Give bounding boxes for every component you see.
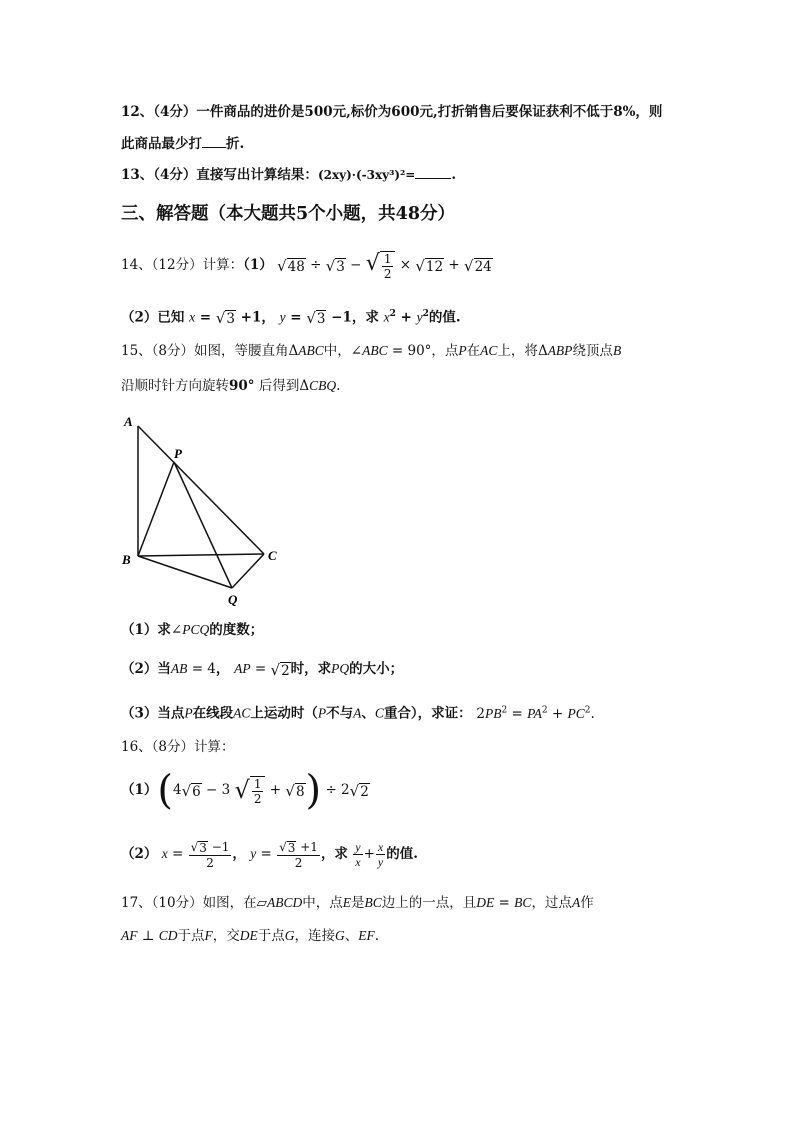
q16-part2: （2） x = √ 3 −1 2 ， y = √ 3 +1 2 ，求 $\frac{y}{x}$ + $\frac{x}{y}$ 的值.: [121, 839, 418, 870]
segment-pq: [174, 462, 232, 588]
segment-bc: [138, 554, 264, 556]
q15-sub2: （2）当AB = 4， AP = √ 2 时，求PQ的大小；: [121, 660, 404, 679]
section-3-heading: 三、解答题（本大题共5个小题，共48分）: [121, 204, 456, 224]
segment-bp: [138, 462, 174, 556]
q17-line1: 17、（10分）如图，在▱ABCD中，点E是BC边上的一点，且DE = BC，过点A作: [121, 895, 594, 911]
q14-part2: （2）已知 x = √ 3 +1， y = √ 3 −1，求 $x^2 + y^2$的值.: [121, 309, 461, 327]
q13-line: 13、（4分）直接写出计算结果：(2xy)·(-3xy³)²= .: [121, 164, 456, 185]
label-p: P: [174, 446, 182, 461]
q17-line2: AF ⊥ CD于点F，交DE于点G，连接G、EF.: [121, 928, 380, 944]
label-q: Q: [228, 592, 238, 607]
segment-cq: [232, 554, 264, 588]
q12-answer-blank: [202, 133, 226, 148]
q12-line2: 此商品最少打 折.: [121, 133, 244, 154]
segment-ac: [138, 426, 264, 554]
q14-part1: 14、（12分）计算：（1） √ 48 ÷ √ 3 − √ $\frac{1}{2}$ × √ 12 + √ 24: [121, 251, 492, 281]
q13-answer-blank: [415, 164, 451, 179]
q12-line1: 12、（4分）一件商品的进价是500元,标价为600元,打折销售后要保证获利不低于8%，则: [121, 104, 663, 120]
q16-intro: 16、（8分）计算：: [121, 739, 235, 755]
label-a: A: [124, 414, 133, 429]
q16-part1: （1）(4 √ 6 − 3 √ $\frac{1}{2}$ + √ 8 ) ÷ 2 √ 2: [121, 767, 369, 814]
q15-line2: 沿顺时针方向旋转90° 后得到ΔCBQ.: [121, 378, 341, 394]
label-c: C: [268, 548, 277, 563]
q15-triangle-figure: [118, 408, 298, 608]
q15-sub3: （3）当点P在线段AC上运动时（P不与A、C重合），求证： $2PB^2 = PA^2 + PC^2$.: [121, 705, 595, 722]
segment-bq: [138, 556, 232, 588]
label-b: B: [122, 552, 131, 567]
q15-sub1: （1）求∠PCQ的度数；: [121, 622, 264, 638]
q15-line1: 15、（8分）如图，等腰直角ΔABC中，∠ABC = 90°，点P在AC上，将ΔABP绕顶点B: [121, 343, 622, 359]
